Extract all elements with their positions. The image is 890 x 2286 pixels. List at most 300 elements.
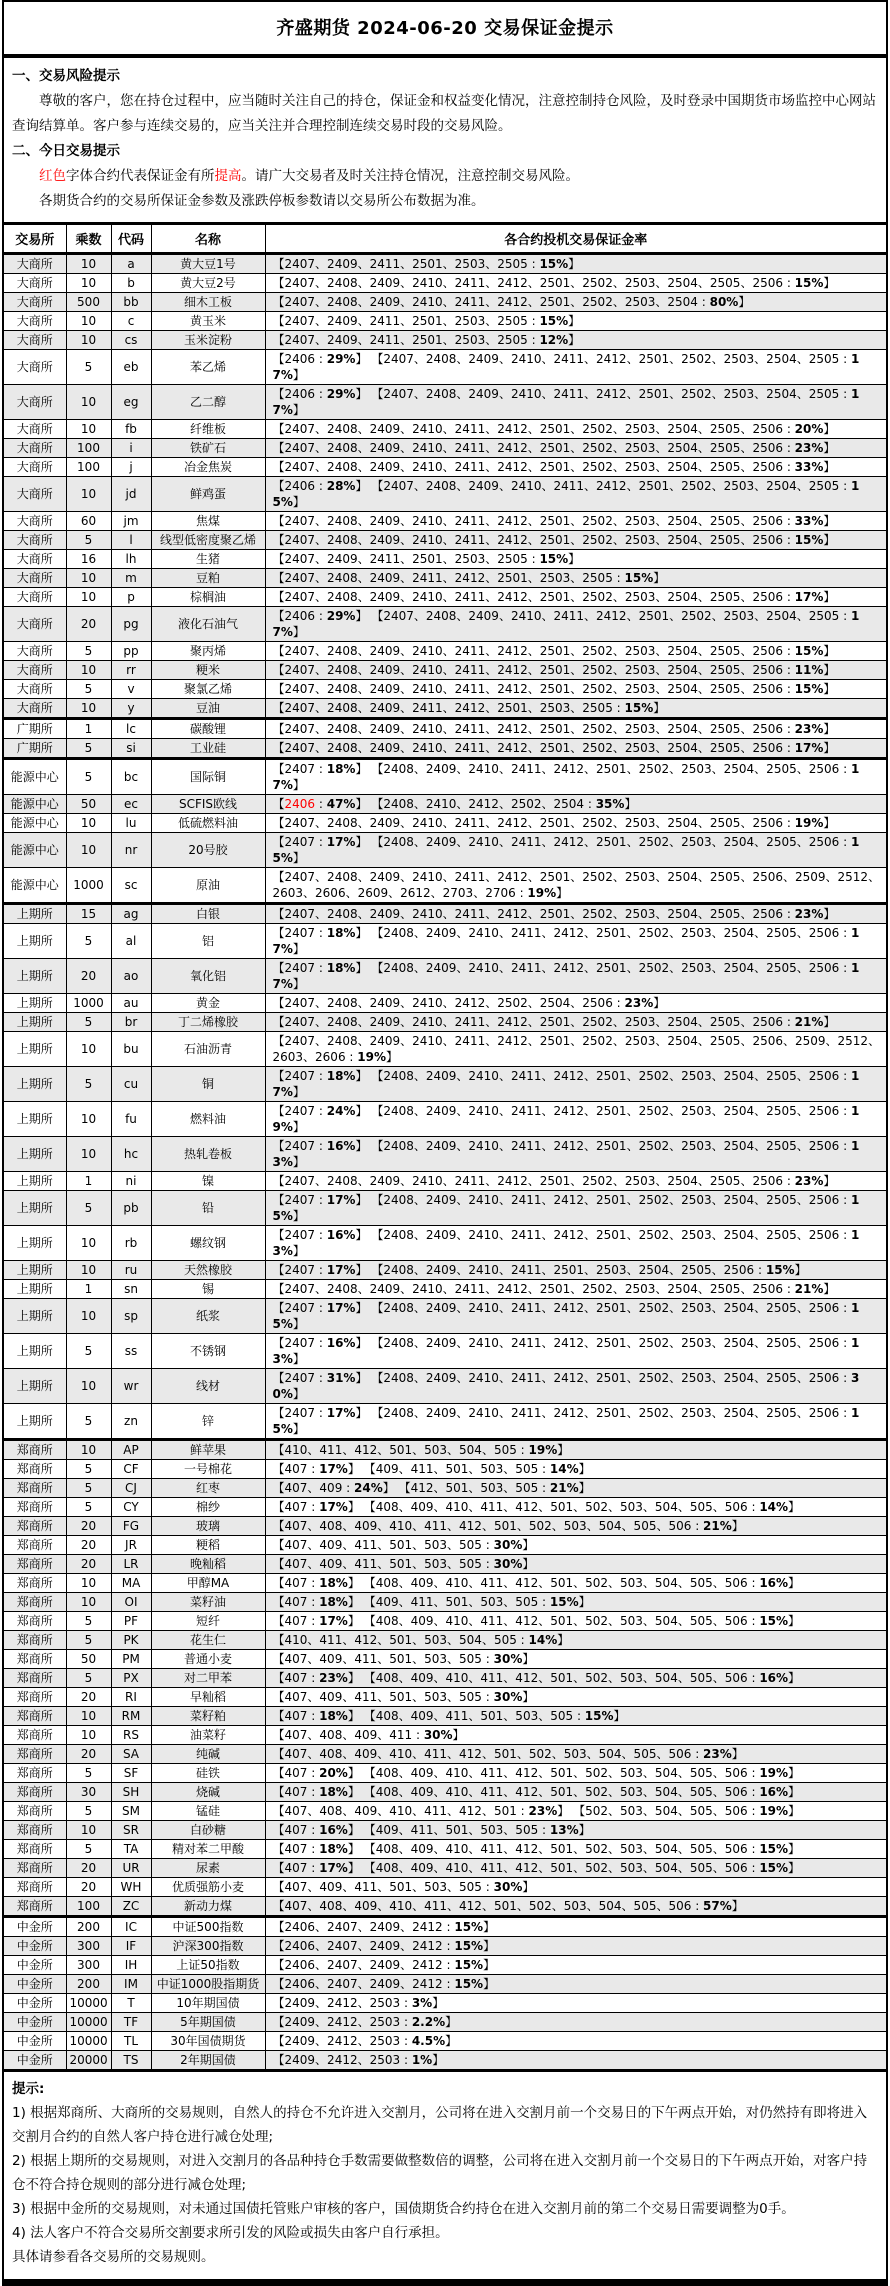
code-cell: wr (111, 1369, 151, 1404)
margin-rate-cell: 【407 : 17%】 【409、411、501、503、505 : 14%】 (265, 1460, 886, 1479)
contract-list: 2407、2408、2409、2410、2411、2412、2501、2502、2503、2504、2505、2506 (284, 533, 783, 547)
table-row (4, 739, 886, 759)
rate-value: 30% (423, 1728, 453, 1742)
rate-value: 24% (354, 1481, 383, 1495)
rate-value: 28% (326, 479, 356, 493)
name-cell: 白砂糖 (151, 1821, 265, 1840)
contract-list: 408、409、410、411、412、501、502、503、504、505、506 (375, 1671, 748, 1685)
rate-value: 20% (319, 1766, 348, 1780)
table-header-row (4, 224, 886, 254)
rate-value: 19% (272, 1104, 860, 1134)
rate-value: 15% (794, 533, 824, 547)
table-row (4, 1032, 886, 1067)
code-cell: CF (111, 1460, 151, 1479)
multiplier-cell: 5 (66, 1479, 111, 1498)
rate-value: 15% (794, 644, 824, 658)
contract-list: 407 (284, 1614, 308, 1628)
rate-value: 15% (272, 1301, 860, 1331)
contract-list: 2408、2409、2410、2411、2412、2501、2502、2503、2504、2505、2506 (383, 1301, 840, 1315)
exchange-cell: 大商所 (4, 607, 66, 642)
rate-value: 30% (272, 1371, 860, 1401)
contract-list: 408、409、410、411、412、501、502、503、504、505、506 (375, 1500, 748, 1514)
exchange-cell: 中金所 (4, 2051, 66, 2071)
rate-value: 15% (624, 701, 654, 715)
code-cell: TL (111, 2032, 151, 2051)
table-row (4, 868, 886, 904)
name-cell: 棕榈油 (151, 588, 265, 607)
rate-value: 12% (539, 333, 569, 347)
contract-list: 2407 (284, 926, 316, 940)
multiplier-cell: 20 (66, 607, 111, 642)
table-row (4, 1631, 886, 1650)
rate-value: 33% (794, 460, 824, 474)
margin-rate-cell: 【407、409、411、501、503、505 : 30%】 (265, 1536, 886, 1555)
name-cell: 锌 (151, 1404, 265, 1440)
rate-value: 14% (549, 1462, 579, 1476)
rate-value: 15% (454, 1958, 484, 1972)
multiplier-cell: 10 (66, 1574, 111, 1593)
contract-list: 2407、2408、2409、2410、2411、2412、2501、2502、2503、2504、2505、2506 (284, 514, 783, 528)
rate-value: 16% (326, 1139, 356, 1153)
rate-value: 19% (794, 816, 824, 830)
table-row (4, 512, 886, 531)
plain-text: 字体合约代表保证金有所 (66, 168, 215, 184)
multiplier-cell: 20 (66, 1517, 111, 1536)
rate-value: 23% (794, 441, 824, 455)
exchange-cell: 大商所 (4, 512, 66, 531)
margin-rate-cell: 【2407 : 17%】 【2408、2409、2410、2411、2412、2501、2502、2503、2504、2505、2506 : 15%】 (265, 833, 886, 868)
margin-rate-cell: 【2407、2408、2409、2410、2411、2412、2501、2502、2503、2504、2505、2506 : 11%】 (265, 661, 886, 680)
exchange-cell: 郑商所 (4, 1745, 66, 1764)
margin-rate-cell: 【2409、2412、2503 : 2.2%】 (265, 2013, 886, 2032)
table-row (4, 1191, 886, 1226)
table-row (4, 904, 886, 924)
exchange-cell: 上期所 (4, 1102, 66, 1137)
rate-value: 2.2% (411, 2015, 446, 2029)
contract-list: 2407、2408、2409、2410、2411、2412、2501、2502、2503、2504、2505、2506 (284, 1282, 783, 1296)
code-cell: AP (111, 1440, 151, 1460)
multiplier-cell: 10 (66, 420, 111, 439)
table-row (4, 661, 886, 680)
contract-list: 2407、2408、2409、2410、2411、2412、2501、2502、2503、2504、2505、2506 (284, 682, 783, 696)
exchange-cell: 郑商所 (4, 1783, 66, 1802)
name-cell: 乙二醇 (151, 385, 265, 420)
table-row (4, 331, 886, 350)
rate-value: 20% (794, 422, 824, 436)
margin-rate-cell: 【2406 : 29%】 【2407、2408、2409、2410、2411、2412、2501、2502、2503、2504、2505 : 17%】 (265, 385, 886, 420)
code-cell: IC (111, 1917, 151, 1937)
exchange-cell: 大商所 (4, 312, 66, 331)
contract-list: 412、501、503、505 (410, 1481, 539, 1495)
rate-value: 15% (759, 1614, 789, 1628)
rate-value: 15% (624, 571, 654, 585)
table-row (4, 1299, 886, 1334)
multiplier-cell: 300 (66, 1956, 111, 1975)
contract-list: 2407、2408、2409、2411、2412、2501、2503、2505 (284, 571, 613, 585)
exchange-cell: 郑商所 (4, 1821, 66, 1840)
code-cell: eb (111, 350, 151, 385)
contract-list: 2408、2409、2410、2411、2412、2501、2502、2503、2504、2505、2506 (383, 1228, 840, 1242)
code-cell: SF (111, 1764, 151, 1783)
margin-rate-cell: 【2407 : 24%】 【2408、2409、2410、2411、2412、2501、2502、2503、2504、2505、2506 : 19%】 (265, 1102, 886, 1137)
exchange-cell: 郑商所 (4, 1650, 66, 1669)
exchange-cell: 上期所 (4, 1067, 66, 1102)
contract-list: 2407 (284, 1139, 316, 1153)
margin-rate-cell: 【2407 : 18%】 【2408、2409、2410、2411、2412、2501、2502、2503、2504、2505、2506 : 17%】 (265, 759, 886, 795)
contract-list: 2407、2408、2409、2410、2411、2412、2501、2502、2503、2504、2505、2506 (284, 590, 783, 604)
name-cell: 螺纹钢 (151, 1226, 265, 1261)
margin-rate-cell: 【407、408、409、410、411、412、501 : 23%】 【502、503、504、505、506 : 19%】 (265, 1802, 886, 1821)
table-row (4, 795, 886, 814)
name-cell: 铅 (151, 1191, 265, 1226)
rate-value: 18% (319, 1576, 348, 1590)
multiplier-cell: 100 (66, 1897, 111, 1917)
exchange-cell: 郑商所 (4, 1707, 66, 1726)
name-cell: 碳酸锂 (151, 719, 265, 739)
name-cell: 生猪 (151, 550, 265, 569)
rate-value: 30% (493, 1880, 523, 1894)
multiplier-cell: 10 (66, 477, 111, 512)
contract-list: 2407、2409、2411、2501、2503、2505 (284, 257, 528, 271)
table-row (4, 699, 886, 719)
rate-value: 17% (326, 1301, 356, 1315)
rate-value: 18% (319, 1709, 348, 1723)
contract-list: 407、409、411、501、503、505 (284, 1538, 482, 1552)
multiplier-cell: 10 (66, 833, 111, 868)
margin-rate-cell: 【2407、2408、2409、2410、2411、2412、2501、2502、2503、2504、2505、2506 : 17%】 (265, 739, 886, 759)
name-cell: 精对苯二甲酸 (151, 1840, 265, 1859)
rate-value: 14% (528, 1633, 558, 1647)
rate-value: 21% (794, 1282, 824, 1296)
rate-value: 3% (411, 1996, 433, 2010)
contract-list: 408、409、410、411、412、501、502、503、504、505、506 (375, 1576, 748, 1590)
rate-value: 17% (272, 1069, 860, 1099)
code-cell: sn (111, 1280, 151, 1299)
exchange-cell: 郑商所 (4, 1536, 66, 1555)
rate-value: 33% (794, 514, 824, 528)
table-row (4, 550, 886, 569)
margin-rate-cell: 【407 : 23%】 【408、409、410、411、412、501、502、503、504、505、506 : 16%】 (265, 1669, 886, 1688)
table-row (4, 959, 886, 994)
rate-value: 23% (794, 907, 824, 921)
exchange-cell: 大商所 (4, 439, 66, 458)
contract-list: 2408、2409、2410、2411、2412、2501、2502、2503、2504、2505、2506 (383, 1371, 840, 1385)
multiplier-cell: 10 (66, 274, 111, 293)
code-cell: TS (111, 2051, 151, 2071)
name-cell: 晚籼稻 (151, 1555, 265, 1574)
name-cell: 原油 (151, 868, 265, 904)
contract-list: 2408、2409、2410、2411、2412、2501、2502、2503、2504、2505、2506 (383, 1069, 840, 1083)
exchange-cell: 大商所 (4, 550, 66, 569)
margin-rate-cell: 【407、409 : 24%】 【412、501、503、505 : 21%】 (265, 1479, 886, 1498)
column-header: 名称 (151, 224, 265, 254)
exchange-cell: 中金所 (4, 2013, 66, 2032)
multiplier-cell: 10000 (66, 2032, 111, 2051)
name-cell: 短纤 (151, 1612, 265, 1631)
margin-notice-document (2, 0, 888, 2286)
table-row (4, 759, 886, 795)
column-header: 代码 (111, 224, 151, 254)
margin-rate-cell: 【2407、2408、2409、2410、2411、2412、2501、2502、2503、2504、2505、2506 : 15%】 (265, 531, 886, 550)
code-cell: p (111, 588, 151, 607)
name-cell: 丁二烯橡胶 (151, 1013, 265, 1032)
multiplier-cell: 30 (66, 1783, 111, 1802)
contract-list: 408、409、410、411、412、501、502、503、504、505、506 (375, 1861, 748, 1875)
code-cell: WH (111, 1878, 151, 1897)
rate-value: 23% (624, 996, 654, 1010)
exchange-cell: 上期所 (4, 1299, 66, 1334)
multiplier-cell: 100 (66, 439, 111, 458)
code-cell: ag (111, 904, 151, 924)
contract-list: 2407、2408、2409、2410、2411、2412、2501、2502、2503、2504、2505 (383, 352, 840, 366)
contract-list: 2408、2409、2410、2411、2412、2501、2502、2503、2504、2505、2506 (383, 1193, 840, 1207)
code-cell: si (111, 739, 151, 759)
margin-rate-cell: 【2407 : 31%】 【2408、2409、2410、2411、2412、2501、2502、2503、2504、2505、2506 : 30%】 (265, 1369, 886, 1404)
rate-value: 19% (759, 1766, 789, 1780)
exchange-cell: 上期所 (4, 959, 66, 994)
code-cell: hc (111, 1137, 151, 1172)
contract-list: 408、409、411、501、503、505 (375, 1709, 574, 1723)
margin-rate-cell: 【2407 : 18%】 【2408、2409、2410、2411、2412、2501、2502、2503、2504、2505、2506 : 17%】 (265, 959, 886, 994)
table-row (4, 1612, 886, 1631)
table-row (4, 477, 886, 512)
exchange-cell: 上期所 (4, 1172, 66, 1191)
multiplier-cell: 10 (66, 1226, 111, 1261)
code-cell: CJ (111, 1479, 151, 1498)
table-row (4, 420, 886, 439)
multiplier-cell: 5 (66, 1631, 111, 1650)
name-cell: 豆粕 (151, 569, 265, 588)
table-row (4, 1764, 886, 1783)
table-row (4, 1067, 886, 1102)
red-notice-line (12, 164, 878, 189)
name-cell: 黄大豆2号 (151, 274, 265, 293)
name-cell: 锡 (151, 1280, 265, 1299)
exchange-cell: 中金所 (4, 1937, 66, 1956)
table-row (4, 1574, 886, 1593)
rate-value: 19% (528, 1443, 558, 1457)
contract-list: 2407、2408、2409、2410、2411、2412、2501、2502、2503、2504、2505、2506 (284, 741, 783, 755)
multiplier-cell: 5 (66, 924, 111, 959)
contract-list: 2407 (284, 835, 316, 849)
plain-text: 。请广大交易者及时关注持仓情况，注意控制交易风险。 (241, 168, 579, 184)
exchange-cell: 大商所 (4, 680, 66, 699)
code-cell: c (111, 312, 151, 331)
rate-value: 47% (326, 797, 356, 811)
rate-value: 18% (326, 762, 356, 776)
code-cell: a (111, 254, 151, 274)
margin-rate-cell: 【2407 : 18%】 【2408、2409、2410、2411、2412、2501、2502、2503、2504、2505、2506 : 17%】 (265, 924, 886, 959)
rate-value: 17% (272, 926, 860, 956)
multiplier-cell: 10 (66, 1102, 111, 1137)
exchange-cell: 上期所 (4, 924, 66, 959)
name-cell: 铁矿石 (151, 439, 265, 458)
rate-value: 23% (528, 1804, 558, 1818)
exchange-cell: 大商所 (4, 661, 66, 680)
margin-rate-cell: 【2409、2412、2503 : 1%】 (265, 2051, 886, 2071)
code-cell: SH (111, 1783, 151, 1802)
exchange-cell: 郑商所 (4, 1440, 66, 1460)
margin-rate-cell: 【2407 : 16%】 【2408、2409、2410、2411、2412、2501、2502、2503、2504、2505、2506 : 13%】 (265, 1226, 886, 1261)
contract-list: 2408、2409、2410、2411、2412、2501、2502、2503、2504、2505、2506 (383, 1104, 840, 1118)
contract-list: 2407、2408、2409、2410、2411、2412、2501、2502、2503、2504 (284, 295, 698, 309)
contract-list: 410、411、412、501、503、504、505 (284, 1443, 517, 1457)
name-cell: 镍 (151, 1172, 265, 1191)
code-cell: i (111, 439, 151, 458)
rate-value: 17% (272, 762, 860, 792)
margin-rate-cell: 【407、408、409、410、411、412、501、502、503、504、505、506 : 23%】 (265, 1745, 886, 1764)
table-row (4, 1783, 886, 1802)
code-cell: fu (111, 1102, 151, 1137)
contract-list: 407、409 (284, 1481, 343, 1495)
contract-list: 407 (284, 1709, 308, 1723)
table-row (4, 1859, 886, 1878)
rate-value: 15% (794, 276, 824, 290)
contract-list: 2406 (284, 609, 316, 623)
rate-value: 15% (454, 1939, 484, 1953)
multiplier-cell: 10 (66, 312, 111, 331)
exchange-cell: 郑商所 (4, 1897, 66, 1917)
name-cell: 燃料油 (151, 1102, 265, 1137)
multiplier-cell: 10 (66, 699, 111, 719)
name-cell: 油菜籽 (151, 1726, 265, 1745)
rate-value: 23% (794, 722, 824, 736)
exchange-cell: 大商所 (4, 254, 66, 274)
code-cell: SM (111, 1802, 151, 1821)
margin-rate-cell: 【407 : 18%】 【408、409、410、411、412、501、502、503、504、505、506 : 16%】 (265, 1574, 886, 1593)
name-cell: 线型低密度聚乙烯 (151, 531, 265, 550)
multiplier-cell: 50 (66, 795, 111, 814)
rate-value: 15% (584, 1709, 614, 1723)
rate-value: 19% (357, 1050, 386, 1064)
contract-list: 2408、2409、2410、2411、2412、2501、2502、2503、2504、2505、2506 (383, 961, 840, 975)
name-cell: 对二甲苯 (151, 1669, 265, 1688)
code-cell: pp (111, 642, 151, 661)
exchange-cell: 能源中心 (4, 868, 66, 904)
name-cell: 早籼稻 (151, 1688, 265, 1707)
multiplier-cell: 5 (66, 350, 111, 385)
name-cell: 菜籽油 (151, 1593, 265, 1612)
rate-value: 17% (319, 1861, 348, 1875)
multiplier-cell: 10 (66, 569, 111, 588)
notes-section (4, 2072, 886, 2279)
rate-value: 17% (326, 835, 356, 849)
page-title: 齐盛期货 2024-06-20 交易保证金提示 (276, 18, 614, 39)
rate-value: 16% (759, 1576, 789, 1590)
exchange-cell: 大商所 (4, 274, 66, 293)
table-row (4, 1840, 886, 1859)
rate-value: 17% (272, 352, 860, 382)
rate-value: 57% (703, 1899, 732, 1913)
margin-rate-cell: 【2406 : 29%】 【2407、2408、2409、2410、2411、2412、2501、2502、2503、2504、2505 : 17%】 (265, 350, 886, 385)
contract-list: 407、409、411、501、503、505 (284, 1690, 482, 1704)
rate-value: 4.5% (411, 2034, 446, 2048)
margin-rate-cell: 【407 : 18%】 【408、409、410、411、412、501、502、503、504、505、506 : 16%】 (265, 1783, 886, 1802)
multiplier-cell: 10 (66, 1440, 111, 1460)
contract-list: 2406 (284, 352, 316, 366)
rate-value: 18% (319, 1785, 348, 1799)
exchange-cell: 能源中心 (4, 759, 66, 795)
multiplier-cell: 50 (66, 1650, 111, 1669)
multiplier-cell: 10 (66, 1821, 111, 1840)
code-cell: jd (111, 477, 151, 512)
margin-rate-cell: 【2407、2408、2409、2410、2411、2412、2501、2502、2503、2504、2505、2506 : 21%】 (265, 1280, 886, 1299)
code-cell: lh (111, 550, 151, 569)
exchange-cell: 大商所 (4, 588, 66, 607)
contract-list: 2409、2412、2503 (284, 2034, 401, 2048)
margin-rate-cell: 【2407 : 18%】 【2408、2409、2410、2411、2412、2501、2502、2503、2504、2505、2506 : 17%】 (265, 1067, 886, 1102)
contract-list: 2407 (284, 1371, 316, 1385)
rate-value: 13% (272, 1139, 860, 1169)
exchange-cell: 中金所 (4, 2032, 66, 2051)
margin-rate-cell: 【2407、2408、2409、2410、2411、2412、2501、2502、2503、2504、2505、2506 : 20%】 (265, 420, 886, 439)
rate-value: 30% (493, 1557, 523, 1571)
code-cell: pg (111, 607, 151, 642)
table-row (4, 1726, 886, 1745)
rate-value: 19% (759, 1804, 789, 1818)
table-row (4, 1994, 886, 2013)
table-row (4, 293, 886, 312)
table-row (4, 312, 886, 331)
rate-value: 15% (539, 257, 569, 271)
rate-value: 17% (319, 1614, 348, 1628)
name-cell: 20号胶 (151, 833, 265, 868)
multiplier-cell: 1 (66, 1172, 111, 1191)
contract-list: 2406 (284, 479, 316, 493)
margin-rate-cell: 【2407 : 16%】 【2408、2409、2410、2411、2412、2501、2502、2503、2504、2505、2506 : 13%】 (265, 1334, 886, 1369)
rate-value: 16% (759, 1785, 789, 1799)
margin-rate-cell: 【2407、2409、2411、2501、2503、2505 : 15%】 (265, 254, 886, 274)
name-cell: 黄玉米 (151, 312, 265, 331)
multiplier-cell: 5 (66, 642, 111, 661)
table-row (4, 1745, 886, 1764)
table-row (4, 607, 886, 642)
margin-rate-cell: 【407、409、411、501、503、505 : 30%】 (265, 1878, 886, 1897)
table-row (4, 1013, 886, 1032)
table-row (4, 1404, 886, 1440)
exchange-cell: 大商所 (4, 331, 66, 350)
table-row (4, 1802, 886, 1821)
table-row (4, 1937, 886, 1956)
code-cell: TF (111, 2013, 151, 2032)
table-row (4, 994, 886, 1013)
rate-value: 29% (326, 352, 356, 366)
margin-rate-cell: 【2406、2407、2409、2412 : 15%】 (265, 1956, 886, 1975)
code-cell: cs (111, 331, 151, 350)
table-row (4, 1593, 886, 1612)
table-row (4, 385, 886, 420)
rate-value: 30% (493, 1652, 523, 1666)
code-cell: IM (111, 1975, 151, 1994)
name-cell: 粳米 (151, 661, 265, 680)
code-cell: MA (111, 1574, 151, 1593)
multiplier-cell: 10 (66, 1593, 111, 1612)
rate-value: 23% (319, 1671, 348, 1685)
code-cell: zn (111, 1404, 151, 1440)
contract-list: 2406、2407、2409、2412 (284, 1939, 443, 1953)
rate-value: 11% (794, 663, 824, 677)
rate-value: 17% (326, 1406, 356, 1420)
multiplier-cell: 16 (66, 550, 111, 569)
multiplier-cell: 15 (66, 904, 111, 924)
rate-value: 31% (326, 1371, 356, 1385)
exchange-cell: 大商所 (4, 531, 66, 550)
code-cell: ZC (111, 1897, 151, 1917)
name-cell: 纸浆 (151, 1299, 265, 1334)
rate-value: 18% (326, 1069, 356, 1083)
code-cell: al (111, 924, 151, 959)
code-cell: FG (111, 1517, 151, 1536)
